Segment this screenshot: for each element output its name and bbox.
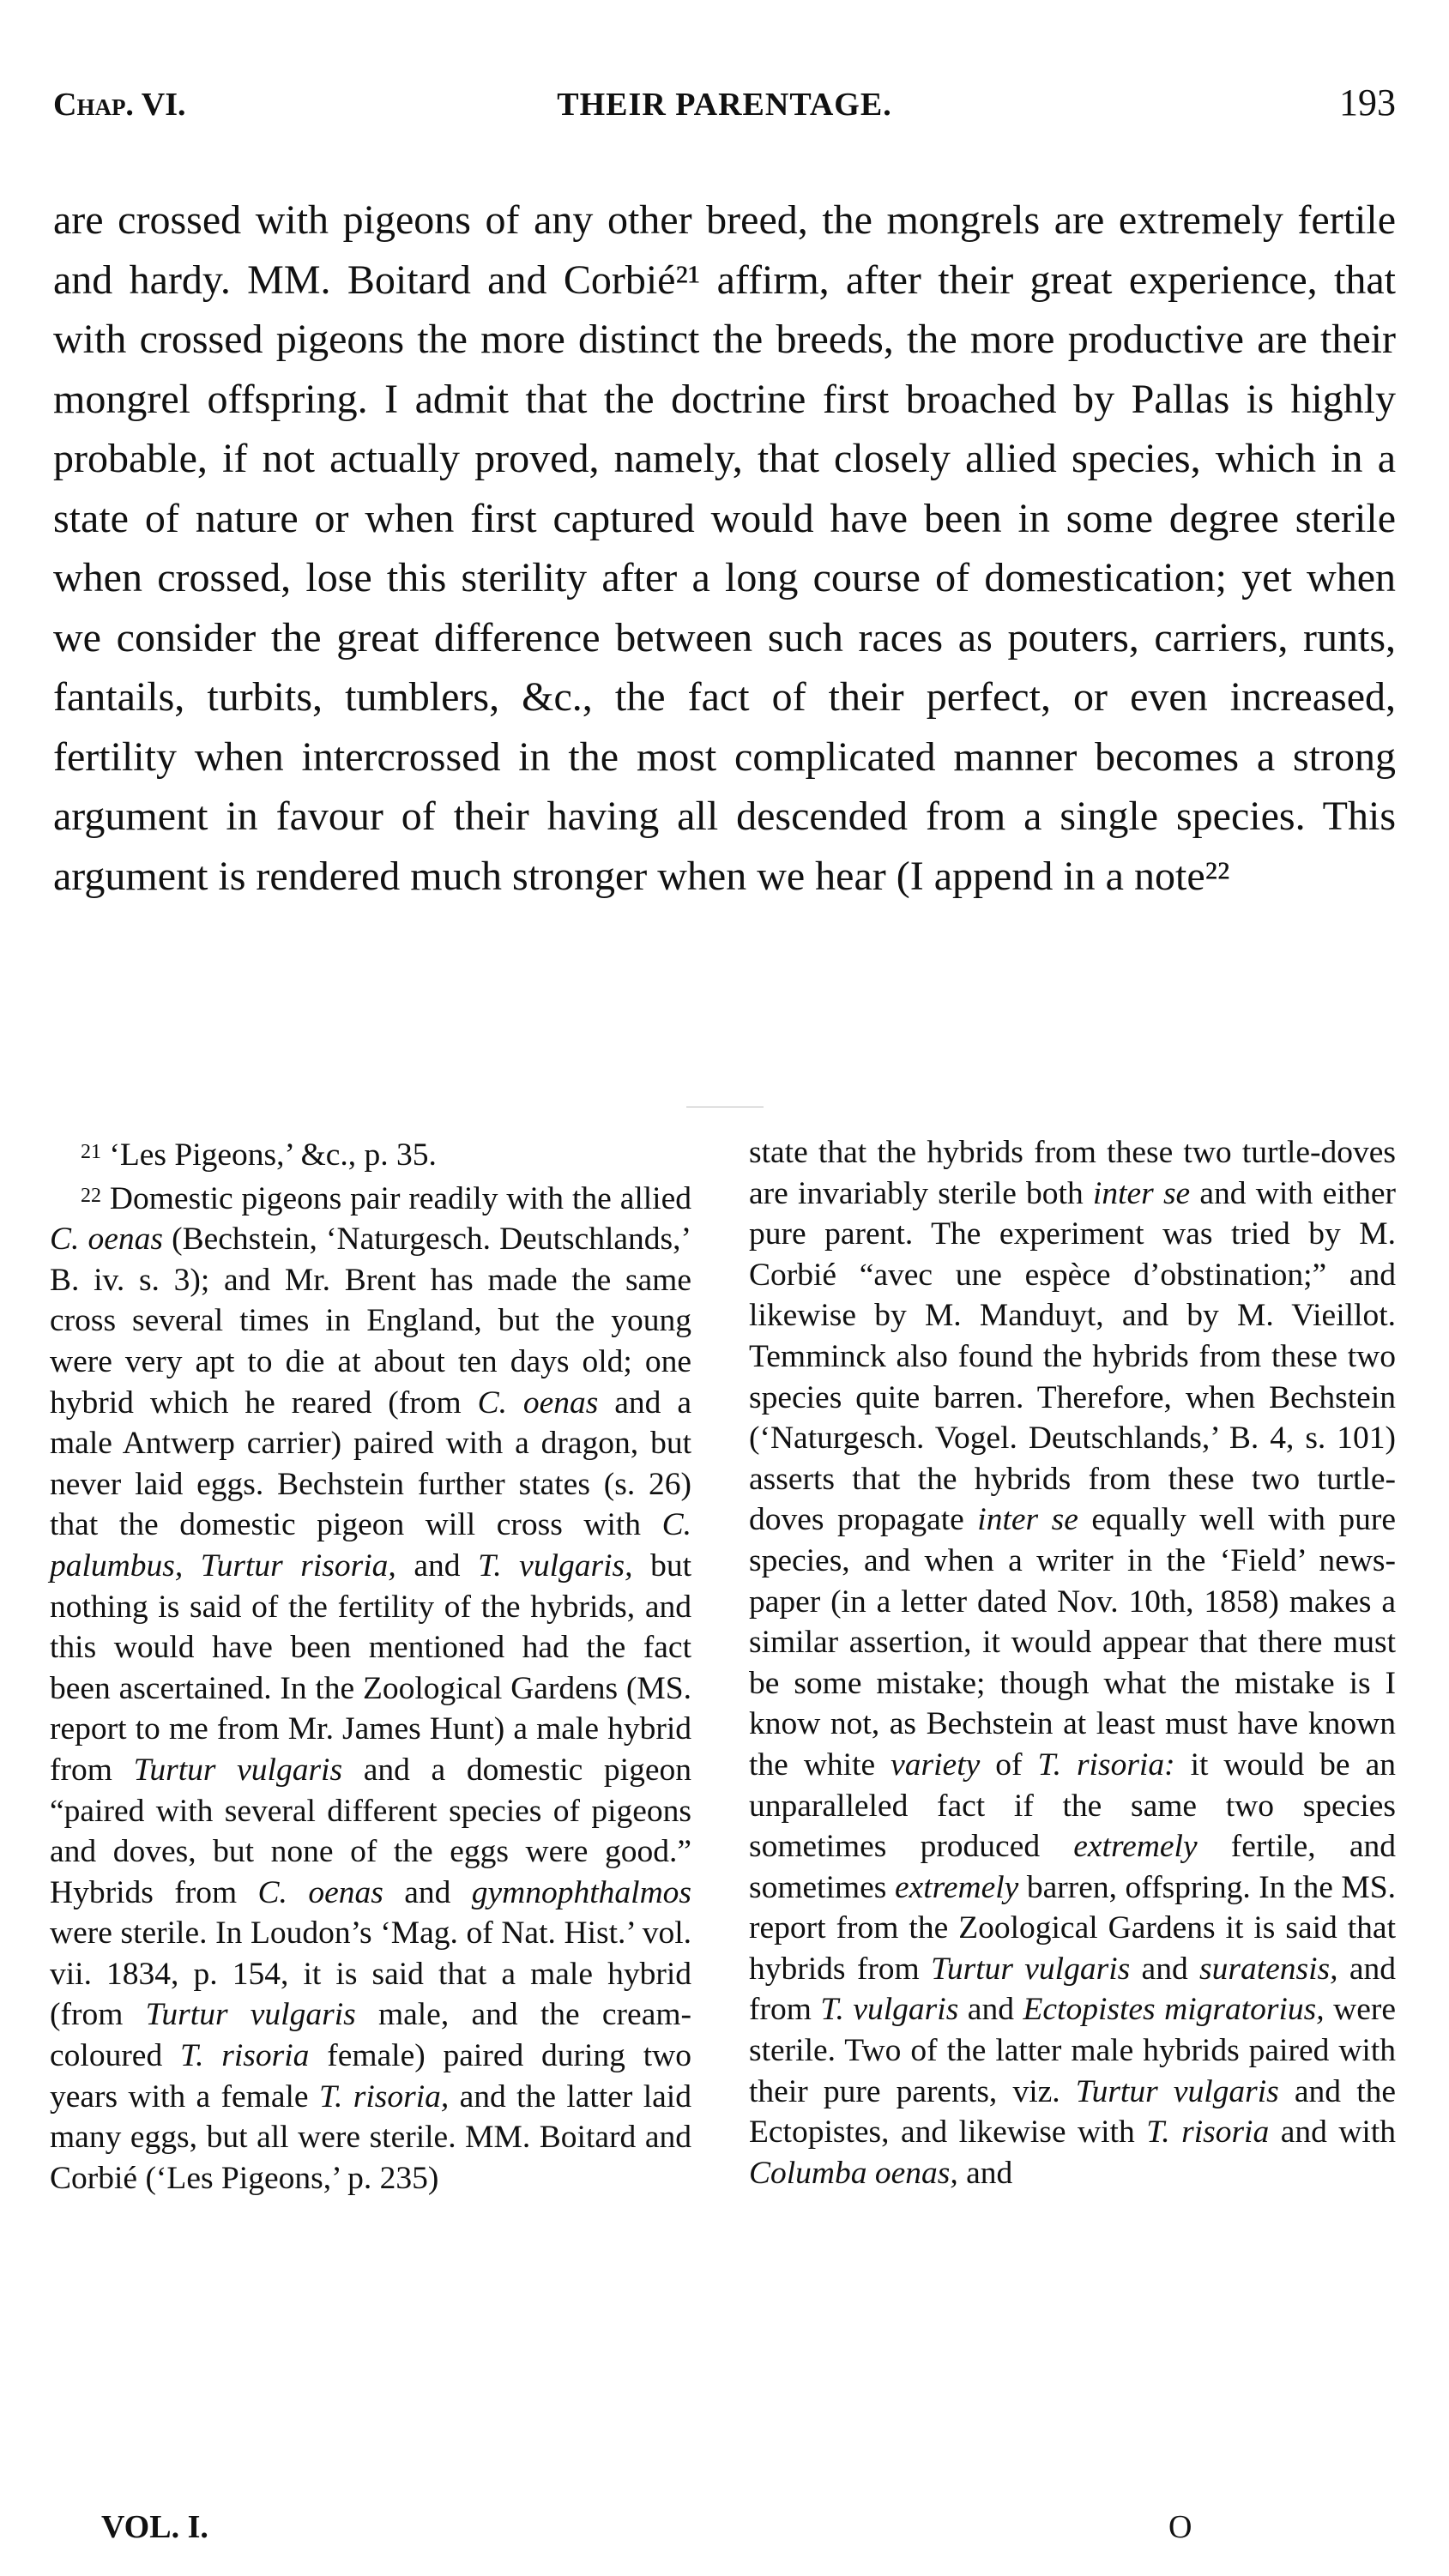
volume-label: VOL. I.	[101, 2509, 208, 2545]
main-paragraph: are crossed with pigeons of any other breed, the mongrels are extremely fertile and hardy. MM. Boitard and Corbié²¹ affirm, after their great experience, that with crossed pigeons the more distinct the breeds, the more productive are their mongrel offspring. I admit that the doctrine first broached by Pallas is highly probable, if not actually proved, namely, that closely allied species, which in a state of nature or when first captured would have been in some degree sterile when crossed, lose this sterility after a long course of domestication; yet when we consider the great difference between such races as pouters, carriers, runts, fantails, turbits, tumblers, &c., the fact of their perfect, or even increased, fertility when intercrossed in the most complicated manner becomes a strong argument in favour of their having all descended from a single species. This argument is rendered much stronger when we hear (I append in a note²²	[53, 197, 1396, 899]
footnote-21-marker: 21	[81, 1141, 101, 1163]
text-run: (Bechstein, ‘Naturgesch. Deutschlands,’ B. iv. s. 3); and Mr. Brent has made the same cross several times in England, but the young were very apt to die at about ten days old; one hybrid which he reared (from	[50, 1222, 692, 1421]
italic-run: inter se	[1092, 1175, 1191, 1211]
italic-run: variety	[891, 1746, 981, 1783]
italic-run: C. oenas	[50, 1222, 164, 1258]
footnotes-left-column	[50, 1132, 691, 2199]
text-run: and with either pure parent. The experiment was tried by M. Corbié “avec une espèce d’obstination;” and likewise by M. Manduyt, and by M. Vieillot. Temminck also found the hybrids from these two species quite barren. Therefore, when Bechstein (‘Naturgesch. Vogel. Deutschlands,’ B. 4, s. 101) asserts that the hybrids from these two turtle-doves propagate	[749, 1175, 1396, 1538]
text-run: of	[980, 1746, 1038, 1783]
text-run: state that the hybrids from these two turtle-doves are invariably sterile both	[749, 1135, 1396, 1211]
italic-run: Turtur vulgaris	[145, 1997, 356, 2033]
italic-run: extremely	[894, 1869, 1019, 1905]
italic-run: T. risoria:	[1037, 1746, 1175, 1783]
italic-run: T. vulgaris,	[478, 1547, 633, 1584]
text-run: and the Ectopistes, and likewise with	[749, 2073, 1397, 2151]
text-run: fertile, and sometimes	[749, 1829, 1396, 1905]
page-number: 193	[1339, 81, 1396, 124]
italic-run: inter se	[977, 1502, 1078, 1538]
text-run: and with	[1269, 2114, 1396, 2151]
text-run: and	[958, 1992, 1023, 2028]
text-run: and a male Antwerp carrier) paired with a dragon, but never laid eggs. Bechstein further states (s. 26) that the domestic pigeon will cross with	[50, 1385, 691, 1543]
text-run: equally well with pure species, and when a writer in the ‘Field’ newspaper (in a letter dated Nov. 10th, 1858) makes a similar assertion, it would appear that there must be some mistake; though what the mistake is I know not, as Bechstein at least must have known the white	[749, 1502, 1396, 1783]
italic-run: extremely	[1073, 1829, 1198, 1865]
text-run: and a domestic pigeon “paired with several different species of pigeons and doves, but none of the eggs were good.” Hybrids from	[50, 1752, 691, 1910]
text-run: and	[1130, 1951, 1200, 1987]
footnote-22-marker: 22	[81, 1184, 101, 1207]
footnote-21-text: ‘Les Pigeons,’ &c., p. 35.	[109, 1137, 437, 1173]
chapter-label: Chap. VI.	[53, 87, 186, 123]
footnote-22-continuation	[749, 1132, 1396, 2193]
text-run: and the latter laid many eggs, but all were sterile. MM. Boitard and Corbié (‘Les Pigeons,’ p. 235)	[50, 2078, 691, 2196]
footnote-22-text	[50, 1181, 691, 2196]
text-run: and	[395, 1547, 479, 1584]
italic-run: C. oenas	[257, 1874, 383, 1910]
page-footer	[53, 2508, 1396, 2551]
italic-run: T. risoria,	[318, 2078, 450, 2114]
italic-run: Turtur vulgaris	[1075, 2073, 1279, 2109]
text-run: and from	[749, 1951, 1396, 2028]
italic-run: T. vulgaris	[820, 1992, 959, 2028]
text-run: female) paired during two years with a female	[50, 2038, 691, 2114]
text-run: it would be an unparalleled fact if the same two species sometimes produced	[749, 1746, 1396, 1865]
italic-run: suratensis,	[1199, 1951, 1338, 1987]
text-run: were sterile. In Loudon’s ‘Mag. of Nat. Hist.’ vol. vii. 1834, p. 154, it is said that a male hybrid (from	[50, 1915, 691, 2033]
running-header	[53, 81, 1396, 137]
footnotes-right-column	[749, 1132, 1396, 2193]
signature-mark: O	[1168, 2509, 1192, 2545]
text-run: and	[383, 1874, 472, 1910]
text-run: Domestic pigeons pair readily with the allied	[109, 1180, 691, 1216]
page-title: THEIR PARENTAGE.	[557, 87, 892, 123]
italic-run: Turtur vulgaris	[931, 1951, 1131, 1987]
italic-run: Columba oenas,	[749, 2155, 958, 2191]
text-run: but nothing is said of the fertility of the hybrids, and this would have been mentioned had the fact been ascertained. In the Zoological Gardens (MS. report to me from Mr. James Hunt) a male hybrid from	[50, 1547, 691, 1788]
text-run: male, and the cream-coloured	[50, 1997, 691, 2074]
italic-run: T. risoria	[180, 2038, 310, 2074]
italic-run: T. risoria	[1146, 2114, 1270, 2151]
footnote-21	[50, 1132, 691, 1176]
text-run: were sterile. Two of the latter male hybrids paired with their pure parents, viz.	[749, 1992, 1396, 2109]
italic-run: Turtur vulgaris	[133, 1752, 343, 1788]
italic-run: C. oenas	[477, 1385, 599, 1421]
footnote-22	[50, 1176, 691, 2199]
text-run: barren, offspring. In the MS. report from the Zoological Gardens it is said that hybrids from	[749, 1869, 1396, 1987]
text-run: and	[957, 2155, 1013, 2191]
italic-run: C. palumbus, Turtur risoria,	[50, 1507, 691, 1584]
italic-run: gymnophthalmos	[471, 1874, 692, 1910]
italic-run: Ectopistes migratorius,	[1023, 1992, 1325, 2028]
